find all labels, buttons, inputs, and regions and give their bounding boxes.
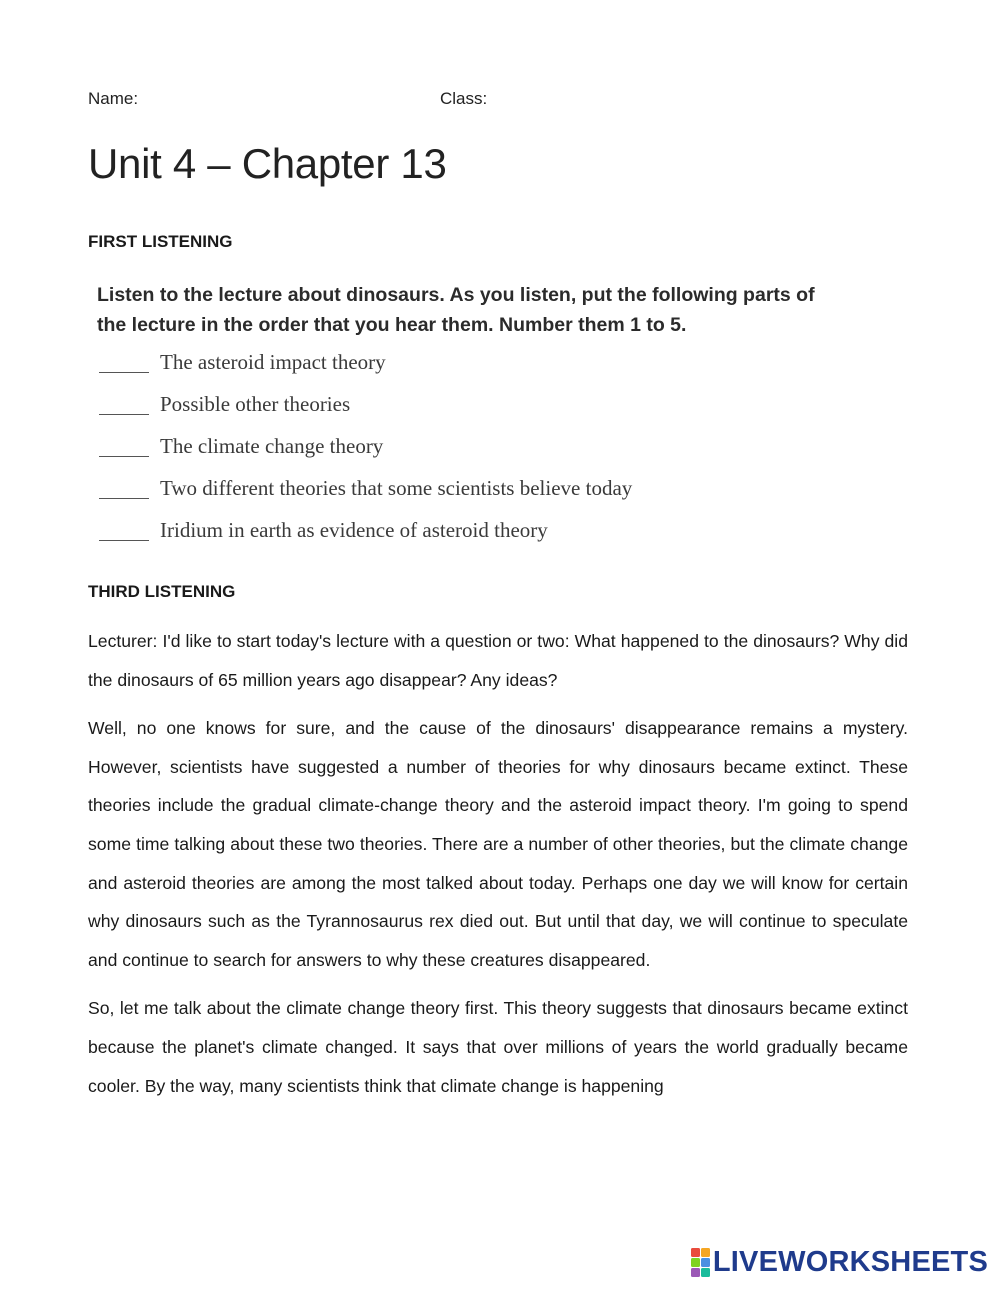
- logo-tile: [691, 1258, 700, 1267]
- page-title: Unit 4 – Chapter 13: [88, 140, 447, 187]
- exercise-instructions: [97, 280, 917, 340]
- liveworksheets-logo-icon: [691, 1248, 710, 1277]
- order-list: [97, 350, 917, 560]
- order-item-text: Two different theories that some scientists believe today: [160, 476, 633, 500]
- order-item-text: Iridium in earth as evidence of asteroid theory: [160, 518, 548, 542]
- answer-blank[interactable]: [99, 540, 149, 541]
- instructions-line-1: Listen to the lecture about dinosaurs. As you listen, put the following parts of: [97, 284, 815, 306]
- lecture-paragraph: So, let me talk about the climate change theory first. This theory suggests that dinosaurs became extinct because the planet's climate changed. It says that over millions of years the world gradually became cooler. By the way, many scientists think that climate change is happening: [88, 998, 908, 1096]
- answer-blank[interactable]: [99, 498, 149, 499]
- instructions-line-2: the lecture in the order that you hear them. Number them 1 to 5.: [97, 314, 687, 336]
- logo-tile: [691, 1268, 700, 1277]
- ordering-exercise: [97, 280, 917, 560]
- lecture-paragraph: Well, no one knows for sure, and the cause of the dinosaurs' disappearance remains a mystery. However, scientists have suggested a number of theories for why dinosaurs became extinct. These theories include the gradual climate-change theory and the asteroid impact theory. I'm going to spend some time talking about these two theories. There are a number of other theories, but the climate change and asteroid theories are among the most talked about today. Perhaps one day we will know for certain why dinosaurs such as the Tyrannosaurus rex died out. But until that day, we will continue to speculate and continue to search for answers to why these creatures disappeared.: [88, 718, 908, 970]
- order-item: [97, 350, 917, 392]
- answer-blank[interactable]: [99, 372, 149, 373]
- lecture-transcript: [88, 622, 908, 1115]
- order-item-text: The climate change theory: [160, 434, 384, 458]
- logo-text: LIVEWORKSHEETS: [712, 1246, 988, 1278]
- order-item-text: The asteroid impact theory: [160, 350, 386, 374]
- order-item: [97, 518, 917, 560]
- order-item: [97, 392, 917, 434]
- third-listening-heading: THIRD LISTENING: [88, 582, 236, 601]
- logo-tile: [691, 1248, 700, 1257]
- first-listening-heading: FIRST LISTENING: [88, 232, 233, 251]
- name-label: Name:: [88, 89, 139, 108]
- order-item: [97, 434, 917, 476]
- answer-blank[interactable]: [99, 456, 149, 457]
- order-item-text: Possible other theories: [160, 392, 351, 416]
- logo-tile: [701, 1268, 710, 1277]
- liveworksheets-logo: [691, 1246, 988, 1279]
- logo-tile: [701, 1258, 710, 1267]
- answer-blank[interactable]: [99, 414, 149, 415]
- lecture-paragraph: Lecturer: I'd like to start today's lecture with a question or two: What happened to the dinosaurs? Why did the dinosaurs of 65 million years ago disappear? Any ideas?: [88, 631, 908, 690]
- class-label: Class:: [440, 89, 488, 108]
- order-item: [97, 476, 917, 518]
- logo-tile: [701, 1248, 710, 1257]
